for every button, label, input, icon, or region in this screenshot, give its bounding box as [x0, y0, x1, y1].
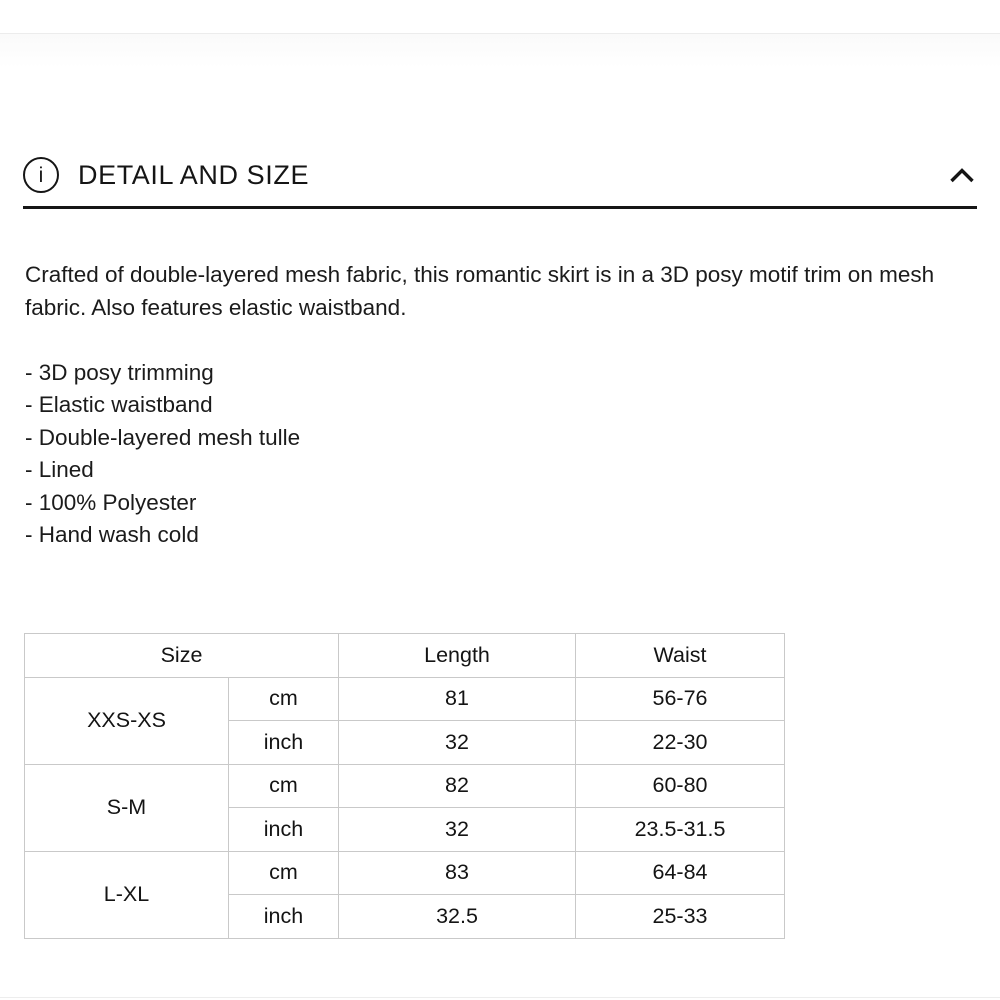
- size-group-label: S-M: [25, 764, 229, 851]
- column-header-length: Length: [339, 634, 576, 678]
- waist-cell: 60-80: [576, 764, 785, 808]
- info-icon-glyph: i: [38, 163, 44, 187]
- column-header-waist: Waist: [576, 634, 785, 678]
- feature-item: - 100% Polyester: [25, 489, 197, 515]
- length-cell: 32.5: [339, 895, 576, 939]
- length-cell: 82: [339, 764, 576, 808]
- unit-cell: inch: [229, 721, 339, 765]
- waist-cell: 23.5-31.5: [576, 808, 785, 852]
- top-fade: [0, 34, 1000, 68]
- unit-cell: inch: [229, 808, 339, 852]
- unit-cell: cm: [229, 677, 339, 721]
- section-title: DETAIL AND SIZE: [78, 159, 310, 190]
- detail-and-size-accordion-header[interactable]: [23, 154, 977, 196]
- size-group-label: L-XL: [25, 851, 229, 938]
- feature-item: - Double-layered mesh tulle: [25, 424, 301, 450]
- waist-cell: 56-76: [576, 677, 785, 721]
- size-group-label: XXS-XS: [25, 677, 229, 764]
- chevron-up-icon[interactable]: [949, 167, 977, 184]
- waist-cell: 64-84: [576, 851, 785, 895]
- unit-cell: cm: [229, 851, 339, 895]
- column-header-size: Size: [25, 634, 339, 678]
- feature-item: - Elastic waistband: [25, 392, 213, 418]
- unit-cell: inch: [229, 895, 339, 939]
- unit-cell: cm: [229, 764, 339, 808]
- length-cell: 83: [339, 851, 576, 895]
- product-description: Crafted of double-layered mesh fabric, this romantic skirt is in a 3D posy motif trim on mesh fabric. Also features elastic waistband.: [25, 262, 935, 320]
- info-icon[interactable]: [23, 157, 59, 193]
- table-row: [25, 764, 785, 808]
- table-header-row: [25, 634, 785, 678]
- bottom-divider: [0, 997, 1000, 998]
- waist-cell: 22-30: [576, 721, 785, 765]
- feature-list: [25, 357, 300, 551]
- length-cell: 32: [339, 721, 576, 765]
- length-cell: 32: [339, 808, 576, 852]
- feature-item: - Hand wash cold: [25, 522, 199, 548]
- table-row: [25, 677, 785, 721]
- feature-item: - Lined: [25, 457, 94, 483]
- header-rule: [23, 206, 977, 209]
- table-row: [25, 851, 785, 895]
- feature-item: - 3D posy trimming: [25, 360, 214, 385]
- waist-cell: 25-33: [576, 895, 785, 939]
- length-cell: 81: [339, 677, 576, 721]
- size-table: [24, 633, 785, 939]
